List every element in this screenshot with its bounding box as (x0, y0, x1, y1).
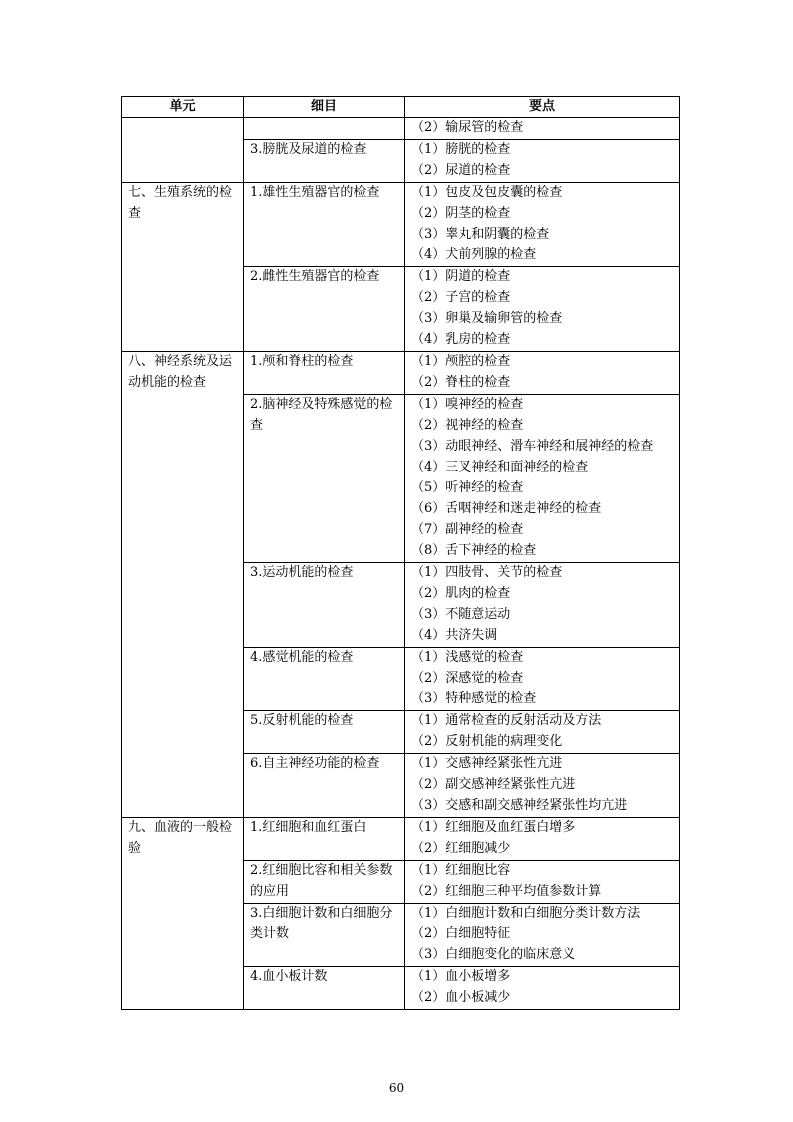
table-row (122, 817, 680, 860)
points-cell (405, 967, 680, 1010)
points-cell (405, 563, 680, 648)
point-line: （2）红细胞三种平均值参数计算 (411, 883, 602, 899)
syllabus-table (121, 96, 680, 1010)
points-cell (405, 754, 680, 818)
point-line: （1）通常检查的反射活动及方法 (411, 713, 602, 729)
item-cell (244, 118, 405, 140)
point-line: （1）红细胞比容 (411, 862, 511, 878)
point-line: （2）输尿管的检查 (411, 120, 524, 135)
points-cell (405, 267, 680, 352)
item-cell: 5.反射机能的检查 (244, 711, 405, 754)
header-item: 细目 (244, 97, 405, 118)
points-cell (405, 118, 680, 140)
item-cell: 2.脑神经及特殊感觉的检查 (244, 394, 405, 562)
points-cell (405, 182, 680, 267)
item-cell: 3.膀胱及尿道的检查 (244, 139, 405, 182)
point-line: （1）红细胞及血红蛋白增多 (411, 819, 576, 835)
point-line: （2）深感觉的检查 (411, 670, 524, 686)
point-line: （3）交感和副交感神经紧张性均亢进 (411, 798, 628, 813)
points-cell (405, 394, 680, 562)
points-cell (405, 903, 680, 967)
point-line: （2）副交感神经紧张性亢进 (411, 777, 576, 793)
point-line: （2）白细胞特征 (411, 926, 511, 942)
header-row (122, 97, 680, 118)
item-cell: 4.感觉机能的检查 (244, 647, 405, 711)
points-cell (405, 817, 680, 860)
item-cell: 1.颅和脊柱的检查 (244, 351, 405, 394)
table-body (122, 118, 680, 1010)
item-cell: 6.自主神经功能的检查 (244, 754, 405, 818)
point-line: （3）特种感觉的检查 (411, 691, 537, 707)
point-line: （1）颅腔的检查 (411, 353, 511, 369)
point-line: （1）膀胱的检查 (411, 141, 511, 157)
item-cell: 2.红细胞比容和相关参数的应用 (244, 860, 405, 903)
point-line: （3）睾丸和阴囊的检查 (411, 226, 550, 242)
point-line: （2）血小板减少 (411, 990, 511, 1006)
point-line: （1）嗅神经的检查 (411, 396, 524, 412)
table-row (122, 182, 680, 267)
point-line: （2）尿道的检查 (411, 162, 511, 178)
table-row (122, 351, 680, 394)
point-line: （4）犬前列腺的检查 (411, 247, 537, 263)
points-cell (405, 351, 680, 394)
point-line: （4）乳房的检查 (411, 332, 511, 348)
point-line: （6）舌咽神经和迷走神经的检查 (411, 501, 602, 517)
item-cell: 1.雄性生殖器官的检查 (244, 182, 405, 267)
point-line: （2）脊柱的检查 (411, 374, 511, 390)
item-cell: 4.血小板计数 (244, 967, 405, 1010)
point-line: （2）阴茎的检查 (411, 205, 511, 221)
item-cell: 3.白细胞计数和白细胞分类计数 (244, 903, 405, 967)
point-line: （2）肌肉的检查 (411, 585, 511, 601)
point-line: （2）反射机能的病理变化 (411, 734, 563, 750)
point-line: （3）不随意运动 (411, 606, 511, 622)
point-line: （1）血小板增多 (411, 969, 511, 985)
header-points: 要点 (405, 97, 680, 118)
points-cell (405, 139, 680, 182)
point-line: （1）浅感觉的检查 (411, 649, 524, 665)
points-cell (405, 711, 680, 754)
point-line: （1）四肢骨、关节的检查 (411, 565, 563, 581)
point-line: （1）包皮及包皮囊的检查 (411, 184, 563, 200)
point-line: （4）三叉神经和面神经的检查 (411, 459, 589, 475)
point-line: （8）舌下神经的检查 (411, 543, 537, 559)
point-line: （4）共济失调 (411, 627, 498, 643)
header-unit: 单元 (122, 97, 244, 118)
table-row (122, 118, 680, 140)
point-line: （1）阴道的检查 (411, 269, 511, 285)
point-line: （1）白细胞计数和白细胞分类计数方法 (411, 905, 641, 921)
item-cell: 1.红细胞和血红蛋白 (244, 817, 405, 860)
item-cell: 3.运动机能的检查 (244, 563, 405, 648)
item-cell: 2.雌性生殖器官的检查 (244, 267, 405, 352)
unit-cell (122, 118, 244, 183)
point-line: （7）副神经的检查 (411, 522, 524, 538)
points-cell (405, 647, 680, 711)
point-line: （2）视神经的检查 (411, 417, 524, 433)
unit-cell: 七、生殖系统的检查 (122, 182, 244, 351)
page-number: 60 (388, 1081, 405, 1095)
point-line: （1）交感神经紧张性亢进 (411, 756, 563, 772)
unit-cell: 八、神经系统及运动机能的检查 (122, 351, 244, 817)
point-line: （5）听神经的检查 (411, 480, 524, 496)
point-line: （3）卵巢及输卵管的检查 (411, 311, 563, 327)
point-line: （2）红细胞减少 (411, 840, 511, 856)
point-line: （3）白细胞变化的临床意义 (411, 947, 576, 963)
point-line: （2）子宫的检查 (411, 290, 511, 306)
point-line: （3）动眼神经、滑车神经和展神经的检查 (411, 438, 654, 454)
unit-cell: 九、血液的一般检验 (122, 817, 244, 1009)
points-cell (405, 860, 680, 903)
